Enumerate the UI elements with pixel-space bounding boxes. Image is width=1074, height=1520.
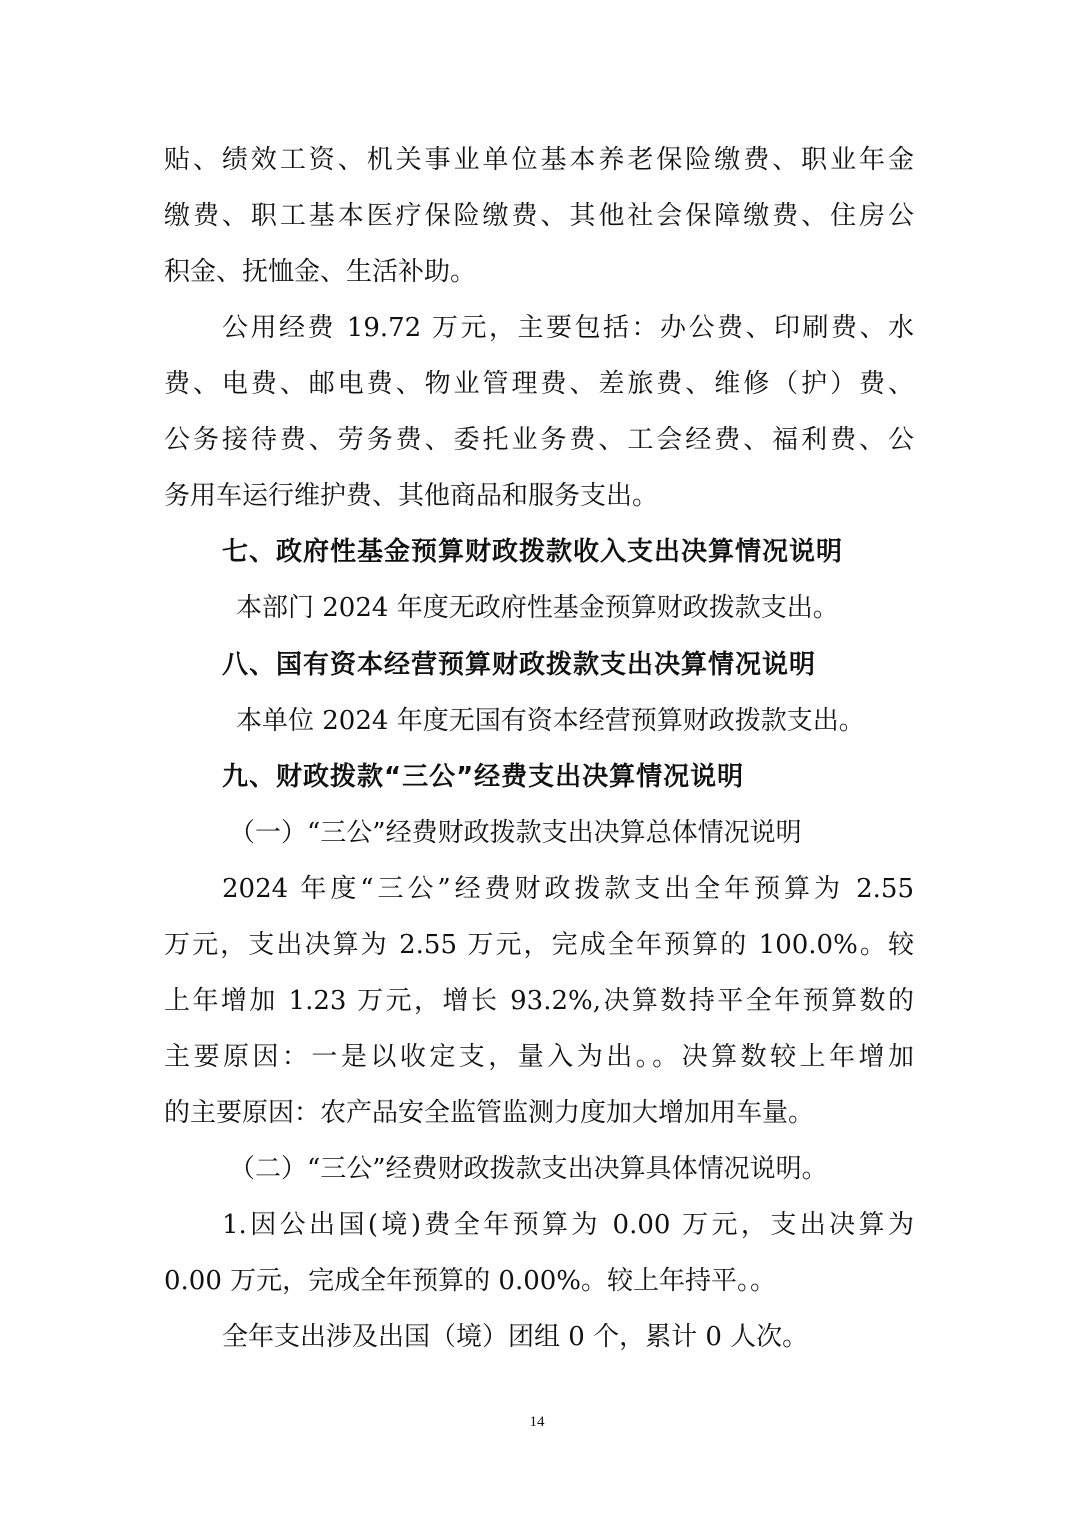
body-line-1: 贴、绩效工资、机关事业单位基本养老保险缴费、职业年金	[164, 145, 914, 175]
body-line-15: 万元，支出决算为 2.55 万元，完成全年预算的 100.0%。较	[164, 930, 914, 960]
abroad-paragraph-start: 1.因公出国(境)费全年预算为 0.00 万元，支出决算为	[222, 1210, 914, 1240]
abroad-group-text: 全年支出涉及出国（境）团组 0 个，累计 0 人次。	[222, 1322, 809, 1352]
body-line-3: 积金、抚恤金、生活补助。	[164, 257, 477, 287]
subsection-heading-1: （一）“三公”经费财政拨款支出决算总体情况说明	[229, 818, 802, 848]
paragraph-public-funds-start: 公用经费 19.72 万元，主要包括：办公费、印刷费、水	[222, 313, 914, 343]
body-line-7: 务用车运行维护费、其他商品和服务支出。	[164, 481, 659, 511]
section-heading-9: 九、财政拨款“三公”经费支出决算情况说明	[222, 762, 745, 792]
body-line-21: 0.00 万元，完成全年预算的 0.00%。较上年持平。。	[164, 1266, 777, 1296]
body-line-5: 费、电费、邮电费、物业管理费、差旅费、维修（护）费、	[164, 369, 914, 399]
body-line-6: 公务接待费、劳务费、委托业务费、工会经费、福利费、公	[164, 425, 914, 455]
section-7-text: 本部门 2024 年度无政府性基金预算财政拨款支出。	[236, 593, 839, 623]
section-8-text: 本单位 2024 年度无国有资本经营预算财政拨款支出。	[236, 706, 865, 736]
page-number: 14	[529, 1414, 545, 1430]
body-line-17: 主要原因：一是以收定支，量入为出。。决算数较上年增加	[164, 1042, 914, 1072]
section-heading-8: 八、国有资本经营预算财政拨款支出决算情况说明	[222, 650, 817, 680]
body-line-2: 缴费、职工基本医疗保险缴费、其他社会保障缴费、住房公	[164, 201, 914, 231]
subsection-heading-2: （二）“三公”经费财政拨款支出决算具体情况说明。	[229, 1154, 828, 1184]
overall-paragraph-start: 2024 年度“三公”经费财政拨款支出全年预算为 2.55	[222, 874, 914, 904]
body-line-18: 的主要原因：农产品安全监管监测力度加大增加用车量。	[164, 1098, 815, 1128]
section-heading-7: 七、政府性基金预算财政拨款收入支出决算情况说明	[222, 537, 844, 567]
body-line-16: 上年增加 1.23 万元，增长 93.2%,决算数持平全年预算数的	[164, 986, 914, 1016]
